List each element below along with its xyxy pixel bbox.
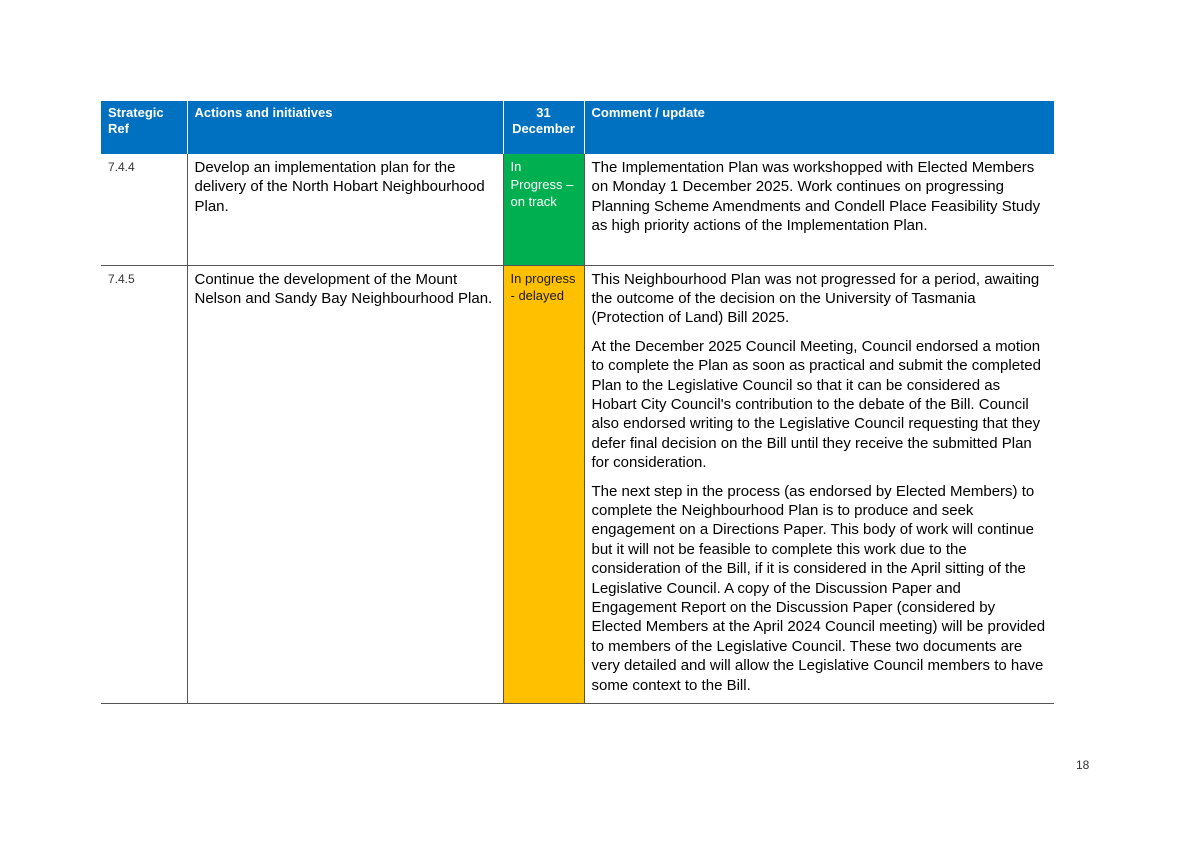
header-strategic-ref: Strategic Ref (101, 101, 187, 154)
header-status-date: 31 December (503, 101, 584, 154)
table-row (101, 154, 1054, 265)
page-number: 18 (1076, 758, 1090, 772)
status-badge-on-track: In Progress – on track (503, 154, 584, 265)
row-strategic-ref: 7.4.4 (101, 154, 187, 265)
comment-paragraph: This Neighbourhood Plan was not progressed for a period, awaiting the outcome of the decision on the University of Tasmania (Protection of Land) Bill 2025. (591, 270, 1040, 327)
row-comment (584, 265, 1054, 704)
row-action: Continue the development of the Mount Nelson and Sandy Bay Neighbourhood Plan. (187, 265, 503, 704)
table-header-row (101, 101, 1054, 154)
comment-paragraph: The Implementation Plan was workshopped with Elected Members on Monday 1 December 2025. Work continues on progressing Planning Scheme Amendments and Condell Place Feasibility Study as high priority actions of the Implementation Plan. (591, 159, 1041, 235)
table-header (101, 101, 1054, 154)
row-strategic-ref: 7.4.5 (101, 265, 187, 704)
table-body (101, 154, 1054, 704)
comment-paragraph: At the December 2025 Council Meeting, Council endorsed a motion to complete the Plan as soon as practical and submit the completed Plan to the Legislative Council so that it can be considered as Hobart City Council's contribution to the debate of the Bill. Council also endorsed writing to the Legislative Council requesting that they defer final decision on the Bill until they receive the submitted Plan for consideration. (591, 337, 1041, 472)
header-actions-initiatives: Actions and initiatives (187, 101, 503, 154)
header-comment-update: Comment / update (584, 101, 1054, 154)
table-row (101, 265, 1054, 704)
comment-paragraph: The next step in the process (as endorsed by Elected Members) to complete the Neighbourhood Plan is to produce and seek engagement on a Directions Paper. This body of work will continue but it will not be feasible to complete this work due to the consideration of the Bill, if it is considered in the April sitting of the Legislative Council. A copy of the Discussion Paper and Engagement Report on the Discussion Paper (considered by Elected Members at the April 2024 Council meeting) will be provided to members of the Legislative Council. These two documents are very detailed and will allow the Legislative Council members to have some context to the Bill. (591, 482, 1046, 694)
row-action: Develop an implementation plan for the delivery of the North Hobart Neighbourhood Plan. (187, 154, 503, 265)
row-comment (584, 154, 1054, 265)
progress-report-table (101, 101, 1054, 704)
status-badge-delayed: In progress - delayed (503, 265, 584, 704)
